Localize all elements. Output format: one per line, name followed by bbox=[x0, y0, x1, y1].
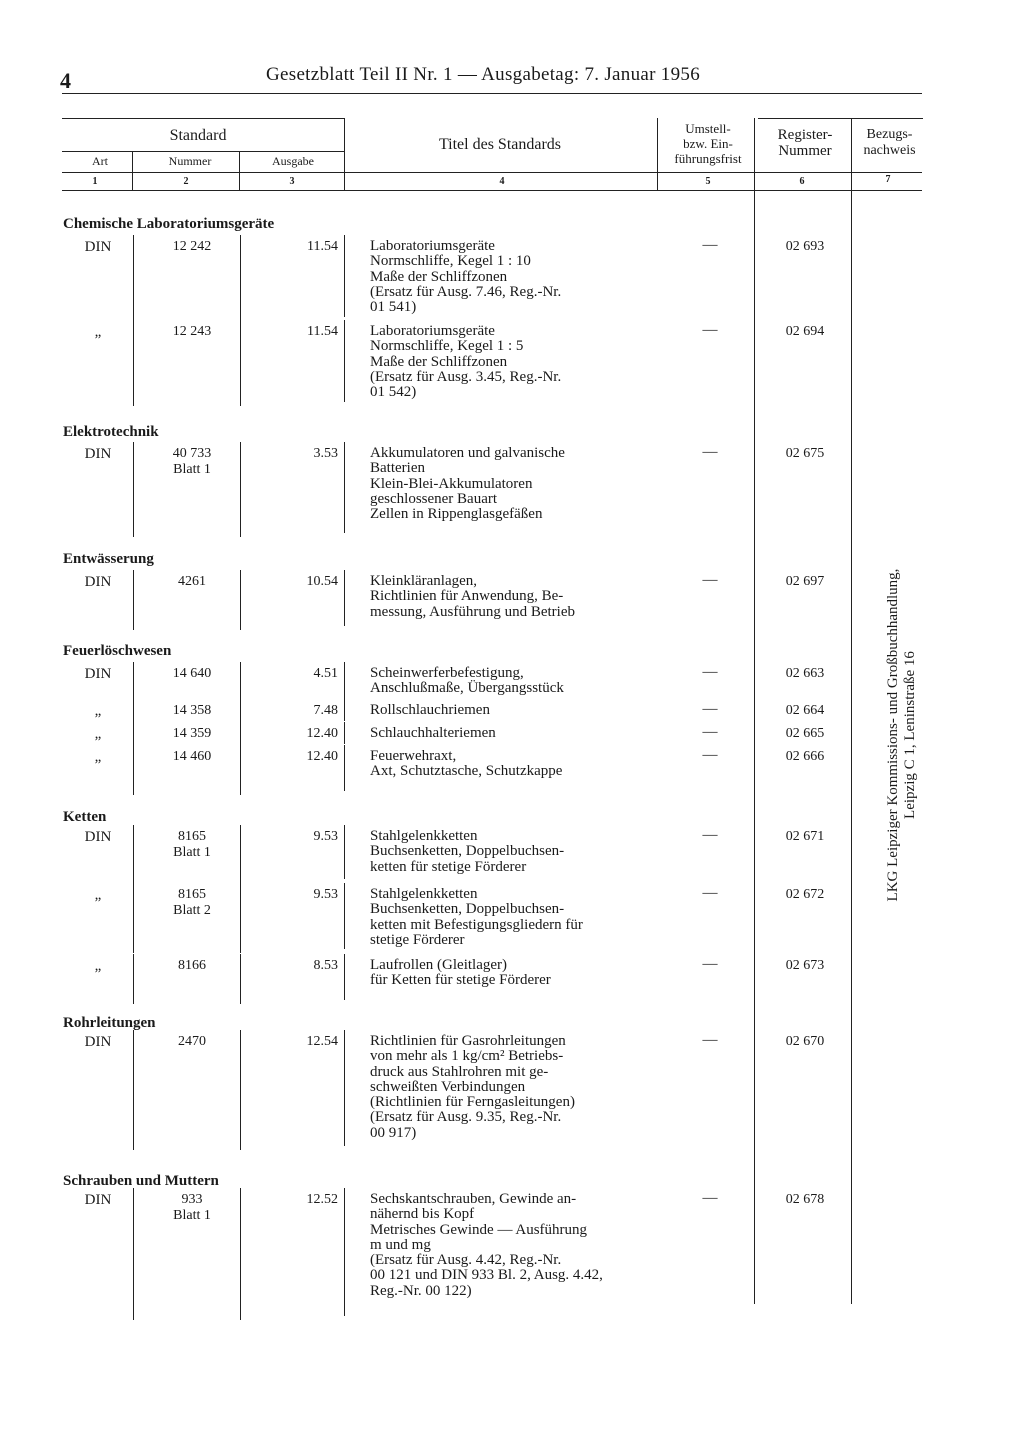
nummer-line: 8165 bbox=[178, 887, 206, 902]
row-rule bbox=[133, 745, 134, 795]
cell-register: 02 663 bbox=[785, 666, 825, 681]
titel-line: Richtlinien für Gasrohrleitungen bbox=[370, 1033, 566, 1049]
cell-nummer bbox=[142, 703, 242, 719]
cell-titel bbox=[370, 239, 650, 315]
row-rule bbox=[240, 570, 241, 630]
cell-nummer bbox=[142, 887, 242, 919]
row-rule bbox=[133, 883, 134, 953]
cell-titel bbox=[370, 574, 650, 620]
cell-art: „ bbox=[94, 749, 102, 765]
header-standard-rule bbox=[62, 151, 344, 152]
cell-titel bbox=[370, 887, 650, 948]
cell-nummer bbox=[142, 1192, 242, 1224]
row-rule bbox=[240, 745, 241, 795]
titel-line: Laboratoriumsgeräte bbox=[370, 323, 495, 339]
column-rule-frist bbox=[754, 118, 755, 1304]
cell-register: 02 697 bbox=[785, 574, 825, 589]
cell-register: 02 675 bbox=[785, 446, 825, 461]
titel-line: Feuerwehraxt, bbox=[370, 748, 457, 764]
cell-art: „ bbox=[94, 324, 102, 340]
cell-ausgabe: 11.54 bbox=[307, 324, 338, 339]
row-rule bbox=[344, 570, 345, 626]
row-rule bbox=[133, 235, 134, 321]
header-vline-nummer bbox=[239, 151, 240, 190]
cell-ausgabe: 4.51 bbox=[313, 666, 338, 681]
cell-register: 02 673 bbox=[785, 958, 825, 973]
section-heading: Elektrotechnik bbox=[63, 424, 159, 440]
titel-line: Buchsenketten, Doppelbuchsen- bbox=[370, 901, 565, 918]
cell-nummer bbox=[142, 829, 242, 861]
colno-6: 6 bbox=[799, 176, 805, 187]
titel-line: Metrisches Gewinde — Ausführung bbox=[370, 1221, 588, 1238]
cell-titel bbox=[370, 446, 650, 522]
header-register-line2: Nummer bbox=[778, 143, 832, 159]
cell-nummer bbox=[142, 324, 242, 340]
row-rule bbox=[133, 825, 134, 883]
row-rule bbox=[240, 883, 241, 953]
titel-line: Stahlgelenkketten bbox=[370, 886, 478, 902]
cell-art: DIN bbox=[84, 446, 112, 462]
cell-register: 02 670 bbox=[785, 1034, 825, 1049]
titel-line: messung, Ausführung und Betrieb bbox=[370, 603, 575, 620]
cell-ausgabe: 9.53 bbox=[313, 887, 338, 902]
cell-frist: — bbox=[702, 1032, 718, 1048]
titel-line: für Ketten für stetige Förderer bbox=[370, 972, 551, 989]
header-standard: Standard bbox=[169, 127, 227, 144]
cell-frist: — bbox=[702, 885, 718, 901]
header-umstell-line2: bzw. Ein- bbox=[683, 136, 733, 151]
titel-line: Laboratoriumsgeräte bbox=[370, 238, 495, 254]
cell-ausgabe: 7.48 bbox=[313, 703, 338, 718]
colno-3: 3 bbox=[289, 176, 295, 187]
row-rule bbox=[344, 954, 345, 1000]
cell-titel bbox=[370, 1034, 650, 1141]
titel-line: Rollschlauchriemen bbox=[370, 702, 490, 718]
nummer-line: 4261 bbox=[178, 574, 206, 589]
titel-line: schweißten Verbindungen bbox=[370, 1078, 526, 1095]
cell-art: DIN bbox=[84, 666, 112, 682]
cell-frist: — bbox=[702, 664, 718, 680]
header-umstellfrist bbox=[660, 121, 756, 166]
bezugsnachweis-line2: Leipzig C 1, Leninstraße 16 bbox=[902, 651, 918, 819]
row-rule bbox=[133, 1188, 134, 1320]
header-umstell-line1: Umstell- bbox=[685, 121, 731, 136]
cell-ausgabe: 3.53 bbox=[313, 446, 338, 461]
header-titel: Titel des Standards bbox=[438, 136, 562, 153]
titel-line: Axt, Schutztasche, Schutzkappe bbox=[370, 763, 563, 780]
nummer-line: 14 358 bbox=[172, 703, 212, 718]
header-vline-art bbox=[132, 151, 133, 190]
titel-line: Anschlußmaße, Übergangsstück bbox=[370, 680, 564, 697]
cell-art: DIN bbox=[84, 239, 112, 255]
cell-art: „ bbox=[94, 958, 102, 974]
cell-register: 02 672 bbox=[785, 887, 825, 902]
header-mid-rule bbox=[62, 172, 922, 173]
cell-frist: — bbox=[702, 1190, 718, 1206]
colno-2: 2 bbox=[183, 176, 189, 187]
titel-line: Schlauchhalteriemen bbox=[370, 725, 496, 741]
bezugsnachweis-text bbox=[885, 530, 919, 940]
cell-ausgabe: 12.54 bbox=[306, 1034, 338, 1049]
nummer-line: 14 359 bbox=[172, 726, 212, 741]
row-rule bbox=[344, 442, 345, 533]
row-rule bbox=[344, 1188, 345, 1316]
row-rule bbox=[344, 699, 345, 721]
nummer-line: 14 640 bbox=[172, 666, 212, 681]
cell-titel bbox=[370, 1192, 650, 1299]
column-rule-register bbox=[851, 118, 852, 1304]
header-bezugs-line1: Bezugs- bbox=[866, 127, 913, 142]
titel-line: Klein-Blei-Akkumulatoren bbox=[370, 475, 533, 492]
header-rule bbox=[62, 93, 922, 94]
cell-register: 02 665 bbox=[785, 726, 825, 741]
cell-ausgabe: 9.53 bbox=[313, 829, 338, 844]
cell-frist: — bbox=[702, 747, 718, 763]
row-rule bbox=[133, 1030, 134, 1150]
titel-line: nähernd bis Kopf bbox=[370, 1206, 475, 1223]
nummer-line: 40 733 bbox=[172, 446, 212, 461]
titel-line: Buchsenketten, Doppelbuchsen- bbox=[370, 843, 565, 860]
row-rule bbox=[240, 1188, 241, 1320]
titel-line: (Richtlinien für Ferngasleitungen) bbox=[370, 1094, 575, 1111]
colno-1: 1 bbox=[92, 176, 98, 187]
cell-art: DIN bbox=[84, 1192, 112, 1208]
cell-frist: — bbox=[702, 572, 718, 588]
cell-register: 02 693 bbox=[785, 239, 825, 254]
nummer-line: Blatt 1 bbox=[173, 845, 211, 860]
titel-line: (Ersatz für Ausg. 9.35, Reg.-Nr. bbox=[370, 1109, 562, 1126]
titel-line: (Ersatz für Ausg. 4.42, Reg.-Nr. bbox=[370, 1252, 562, 1269]
titel-line: Sechskantschrauben, Gewinde an- bbox=[370, 1191, 577, 1207]
colno-4: 4 bbox=[499, 176, 505, 187]
titel-line: Batterien bbox=[370, 460, 425, 477]
cell-art: „ bbox=[94, 887, 102, 903]
colno-5: 5 bbox=[705, 176, 711, 187]
row-rule bbox=[344, 745, 345, 791]
cell-register: 02 664 bbox=[785, 703, 825, 718]
titel-line: Stahlgelenkketten bbox=[370, 828, 478, 844]
section-heading: Chemische Laboratoriumsgeräte bbox=[63, 216, 275, 232]
row-rule bbox=[240, 320, 241, 406]
titel-line: 00 121 und DIN 933 Bl. 2, Ausg. 4.42, bbox=[370, 1267, 603, 1284]
cell-nummer bbox=[142, 446, 242, 478]
header-register bbox=[760, 127, 850, 159]
row-rule bbox=[344, 235, 345, 317]
row-rule bbox=[133, 570, 134, 630]
cell-register: 02 666 bbox=[785, 749, 825, 764]
cell-titel bbox=[370, 749, 650, 780]
section-heading: Feuerlöschwesen bbox=[63, 643, 172, 659]
titel-line: 01 541) bbox=[370, 299, 417, 316]
header-bezugs bbox=[852, 127, 927, 159]
row-rule bbox=[240, 442, 241, 537]
header-top-rule-right bbox=[758, 118, 923, 119]
titel-line: Normschliffe, Kegel 1 : 10 bbox=[370, 253, 531, 270]
cell-nummer bbox=[142, 749, 242, 765]
cell-nummer bbox=[142, 666, 242, 682]
titel-line: Normschliffe, Kegel 1 : 5 bbox=[370, 338, 524, 355]
row-rule bbox=[240, 235, 241, 321]
cell-art: „ bbox=[94, 703, 102, 719]
cell-art: DIN bbox=[84, 829, 112, 845]
cell-frist: — bbox=[702, 724, 718, 740]
cell-titel bbox=[370, 726, 650, 741]
cell-frist: — bbox=[702, 827, 718, 843]
nummer-line: 12 242 bbox=[172, 239, 212, 254]
titel-line: ketten mit Befestigungsgliedern für bbox=[370, 916, 583, 933]
colno-7: 7 bbox=[885, 174, 891, 185]
cell-register: 02 694 bbox=[785, 324, 825, 339]
cell-ausgabe: 10.54 bbox=[306, 574, 338, 589]
titel-line: 00 917) bbox=[370, 1124, 417, 1141]
titel-line: druck aus Stahlrohren mit ge- bbox=[370, 1063, 549, 1080]
page-number: 4 bbox=[60, 68, 71, 93]
cell-register: 02 678 bbox=[785, 1192, 825, 1207]
cell-ausgabe: 8.53 bbox=[313, 958, 338, 973]
cell-frist: — bbox=[702, 322, 718, 338]
cell-art: „ bbox=[94, 726, 102, 742]
header-top-rule bbox=[62, 118, 344, 119]
titel-line: (Ersatz für Ausg. 3.45, Reg.-Nr. bbox=[370, 368, 562, 385]
cell-titel bbox=[370, 829, 650, 875]
titel-line: Reg.-Nr. 00 122) bbox=[370, 1282, 472, 1299]
cell-register: 02 671 bbox=[785, 829, 825, 844]
titel-line: m und mg bbox=[370, 1236, 431, 1253]
cell-titel bbox=[370, 666, 650, 697]
cell-ausgabe: 12.40 bbox=[306, 726, 338, 741]
cell-frist: — bbox=[702, 956, 718, 972]
cell-art: DIN bbox=[84, 574, 112, 590]
titel-line: Kleinkläranlagen, bbox=[370, 573, 478, 589]
cell-nummer bbox=[142, 1034, 242, 1050]
cell-titel bbox=[370, 324, 650, 400]
titel-line: ketten für stetige Förderer bbox=[370, 858, 527, 875]
header-ausgabe: Ausgabe bbox=[272, 154, 314, 168]
nummer-line: 12 243 bbox=[172, 324, 212, 339]
cell-nummer bbox=[142, 958, 242, 974]
section-heading: Rohrleitungen bbox=[63, 1015, 156, 1031]
titel-line: Akkumulatoren und galvanische bbox=[370, 445, 565, 461]
cell-ausgabe: 11.54 bbox=[307, 239, 338, 254]
row-rule bbox=[133, 954, 134, 1004]
cell-nummer bbox=[142, 239, 242, 255]
row-rule bbox=[344, 1030, 345, 1146]
titel-line: von mehr als 1 kg/cm² Betriebs- bbox=[370, 1048, 564, 1065]
cell-ausgabe: 12.52 bbox=[306, 1192, 338, 1207]
row-rule bbox=[344, 320, 345, 402]
header-art: Art bbox=[92, 154, 108, 168]
titel-line: 01 542) bbox=[370, 384, 417, 401]
nummer-line: Blatt 1 bbox=[173, 462, 211, 477]
titel-line: Laufrollen (Gleitlager) bbox=[370, 957, 508, 973]
row-rule bbox=[240, 1030, 241, 1150]
titel-line: geschlossener Bauart bbox=[370, 490, 498, 507]
cell-ausgabe: 12.40 bbox=[306, 749, 338, 764]
titel-line: Zellen in Rippenglasgefäßen bbox=[370, 506, 543, 523]
header-bezugs-line2: nachweis bbox=[863, 143, 916, 158]
cell-art: DIN bbox=[84, 1034, 112, 1050]
row-rule bbox=[344, 825, 345, 879]
titel-line: Maße der Schliffzonen bbox=[370, 268, 508, 285]
section-heading: Entwässerung bbox=[63, 551, 154, 567]
header-bottom-rule bbox=[62, 190, 922, 191]
cell-nummer bbox=[142, 574, 242, 590]
cell-titel bbox=[370, 703, 650, 718]
row-rule bbox=[240, 954, 241, 1004]
header-nummer: Nummer bbox=[168, 154, 212, 168]
titel-line: stetige Förderer bbox=[370, 931, 465, 948]
nummer-line: 2470 bbox=[178, 1034, 206, 1049]
row-rule bbox=[133, 442, 134, 537]
titel-line: (Ersatz für Ausg. 7.46, Reg.-Nr. bbox=[370, 283, 562, 300]
row-rule bbox=[344, 883, 345, 949]
nummer-line: 14 460 bbox=[172, 749, 212, 764]
cell-frist: — bbox=[702, 444, 718, 460]
titel-line: Maße der Schliffzonen bbox=[370, 353, 508, 370]
nummer-line: 8165 bbox=[178, 829, 206, 844]
row-rule bbox=[240, 825, 241, 883]
cell-nummer bbox=[142, 726, 242, 742]
bezugsnachweis-line1: LKG Leipziger Kommissions- und Großbuchhandlung, bbox=[885, 568, 901, 902]
header-vline-titel bbox=[657, 118, 658, 190]
section-heading: Schrauben und Muttern bbox=[63, 1173, 219, 1189]
nummer-line: 8166 bbox=[178, 958, 206, 973]
cell-titel bbox=[370, 958, 650, 989]
cell-frist: — bbox=[702, 237, 718, 253]
row-rule bbox=[133, 320, 134, 406]
titel-line: Scheinwerferbefestigung, bbox=[370, 665, 524, 681]
header-umstell-line3: führungsfrist bbox=[674, 151, 742, 166]
titel-line: Richtlinien für Anwendung, Be- bbox=[370, 588, 564, 605]
page-headline: Gesetzblatt Teil II Nr. 1 — Ausgabetag: 7. Januar 1956 bbox=[266, 64, 701, 85]
header-register-line1: Register- bbox=[777, 127, 833, 143]
nummer-line: 933 bbox=[181, 1192, 203, 1207]
header-vline-ausgabe bbox=[344, 118, 345, 190]
section-heading: Ketten bbox=[63, 809, 107, 825]
nummer-line: Blatt 2 bbox=[173, 903, 211, 918]
cell-frist: — bbox=[702, 701, 718, 717]
nummer-line: Blatt 1 bbox=[173, 1208, 211, 1223]
row-rule bbox=[344, 722, 345, 744]
